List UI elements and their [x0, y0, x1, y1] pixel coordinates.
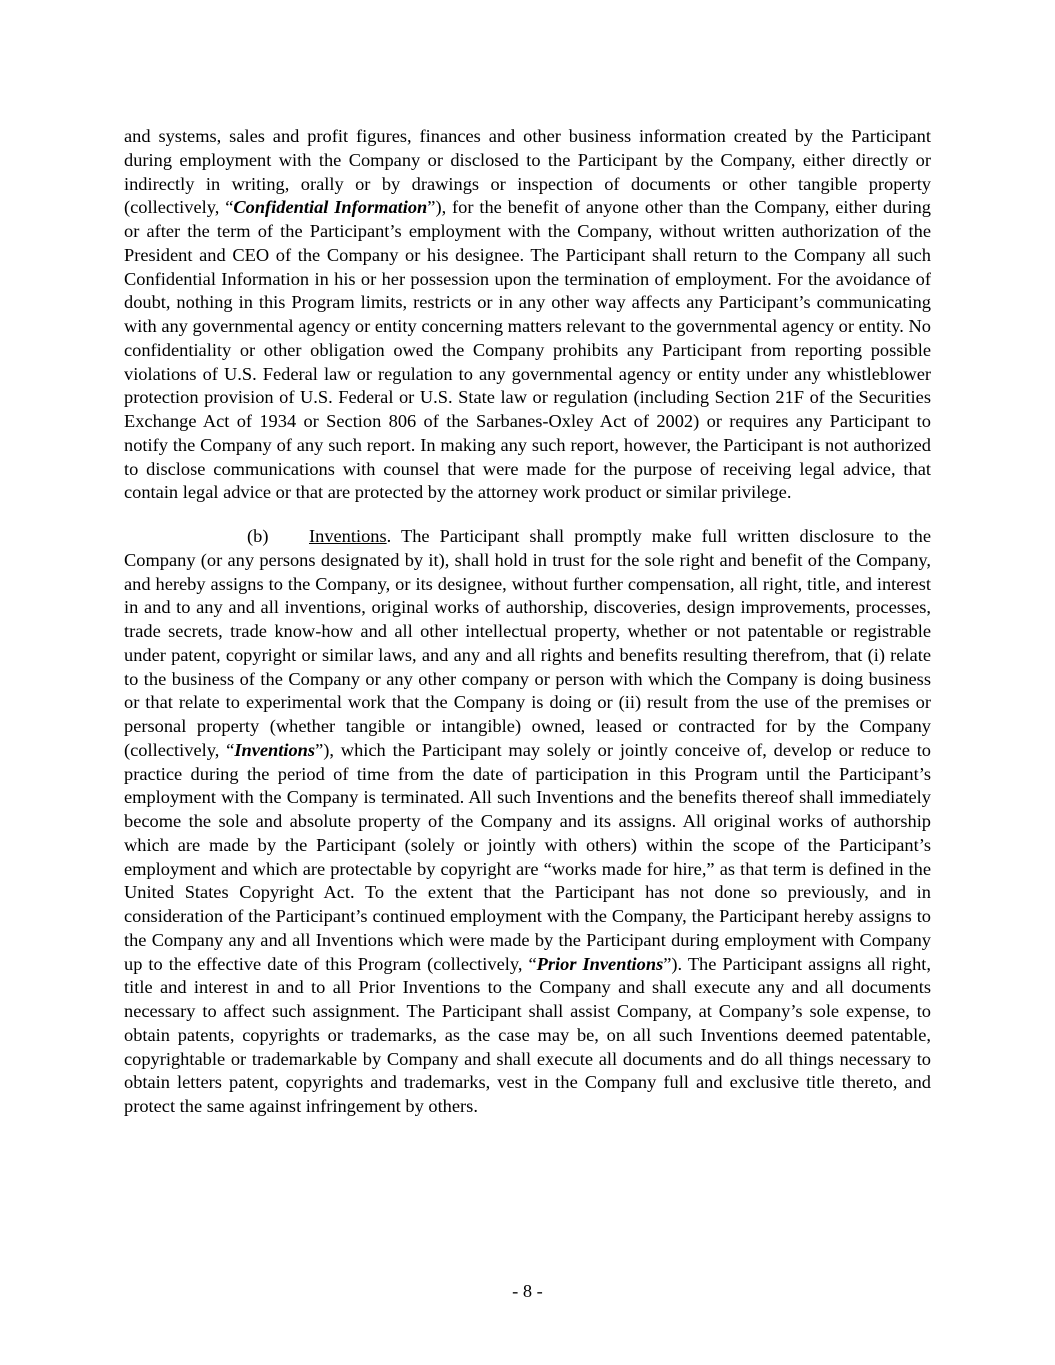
- paragraph-text: ”). The Participant assigns all right, title and interest in and to all Prior Inventions to the Company and shall execute any and all documents necessary to affect such assignment. The Participant shall assist Company, at Company’s sole expense, to obtain patents, copyrights or trademarks, as the case may be, on all such Inventions deemed patentable, copyrightable or trademarkable by Company and shall execute all documents and do all things necessary to obtain letters patent, copyrights and trademarks, vest in the Company full and exclusive title thereto, and protect the same against infringement by others.: [124, 953, 931, 1116]
- paragraph-text: ”), for the benefit of anyone other than the Company, either during or after the term of the Participant’s employment with the Company, without written authorization of the President and CEO of the Company or his designee. The Participant shall return to the Company all such Confidential Information in his or her possession upon the termination of employment. For the avoidance of doubt, nothing in this Program limits, restricts or in any other way affects any Participant’s communicating with any governmental agency or entity concerning matters relevant to the governmental agency or entity. No confidentiality or other obligation owed the Company prohibits any Participant from reporting possible violations of U.S. Federal law or regulation to any governmental agency or entity under any whistleblower protection provision of U.S. Federal or U.S. State law or regulation (including Section 21F of the Securities Exchange Act of 1934 or Section 806 of the Sarbanes-Oxley Act of 2002) or requires any Participant to notify the Company of any such report. In making any such report, however, the Participant is not authorized to disclose communications with counsel that were made for the purpose of receiving legal advice, that contain legal advice or that are protected by the attorney work product or similar privilege.: [124, 197, 931, 503]
- paragraph-text: . The Participant shall promptly make full written disclosure to the Company (or any persons designated by it), shall hold in trust for the sole right and benefit of the Company, and hereby assigns to the Company, or its designee, without further compensation, all right, title, and interest in and to any and all inventions, original works of authorship, discoveries, design improvements, processes, trade secrets, trade know-how and all other intellectual property, whether or not patentable or registrable under patent, copyright or similar laws, and any and all rights and benefits resulting therefrom, that (i) relate to the business of the Company or any other company or person with which the Company is doing business or that relate to experimental work that the Company is doing or (ii) result from the use of the premises or personal property (whether tangible or intangible) owned, leased or contracted for by the Company (collectively, “: [124, 526, 931, 760]
- paragraph-text: and systems, sales and profit figures, finances and other business information created by the Participant during employment with the Company or disclosed to the Participant by the Company, either directly or indirectly in writing, orally or by drawings or inspection of documents or other tangible property (collectively, “: [124, 126, 931, 218]
- paragraph-inventions: [124, 525, 931, 1119]
- page-number: - 8 -: [512, 1281, 543, 1301]
- section-label: (b): [247, 526, 269, 546]
- section-heading-inventions: Inventions: [309, 526, 387, 546]
- paragraph-confidential-information: [124, 125, 931, 505]
- defined-term-inventions: Inventions: [234, 739, 316, 760]
- document-page: [124, 125, 931, 1119]
- defined-term-confidential-information: Confidential Information: [233, 197, 428, 218]
- paragraph-text: ”), which the Participant may solely or jointly conceive of, develop or reduce to practice during the period of time from the date of participation in this Program until the Participant’s employment with the Company is terminated. All such Inventions and the benefits thereof shall immediately become the sole and absolute property of the Company and its assigns. All original works of authorship which are made by the Participant (solely or jointly with others) within the scope of the Participant’s employment and which are protectable by copyright are “works made for hire,” as that term is defined in the United States Copyright Act. To the extent that the Participant has not done so previously, and in consideration of the Participant’s continued employment with the Company, the Participant hereby assigns to the Company any and all Inventions which were made by the Participant during employment with Company up to the effective date of this Program (collectively, “: [124, 739, 932, 974]
- defined-term-prior-inventions: Prior Inventions: [536, 953, 664, 974]
